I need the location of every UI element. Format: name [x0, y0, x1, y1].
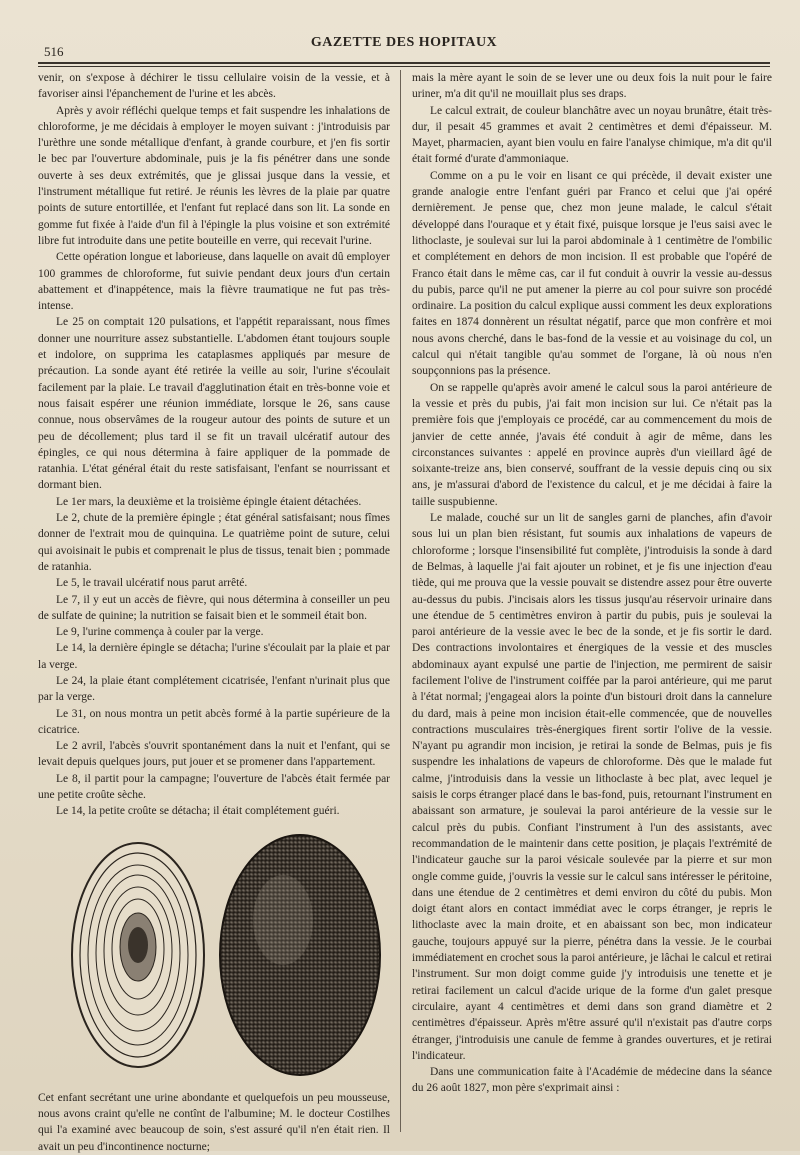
page-number: 516 [44, 44, 64, 59]
paragraph: Le 8, il partit pour la campagne; l'ouverture de l'abcès était fermée par une petite croûte sèche. [38, 772, 390, 802]
paragraph: venir, on s'expose à déchirer le tissu cellulaire voisin de la vessie, et à favoriser ainsi l'épanchement de l'urine et les abcès. [38, 72, 390, 101]
paragraph: Le 24, la plaie étant complétement cicatrisée, l'enfant n'urinait plus que par la verge. [38, 674, 390, 704]
paragraph: On se rappelle qu'après avoir amené le calcul sous la paroi antérieure de la vessie et près du pubis, j'ai fait mon incision sur lui. Ce n'était pas la première fois que j'employais ce procédé, car au commencement du mois de janvier de cette année, j'avais été conduit à agir de même, dans les circonstances suivantes : appelé en province auprès d'un vieillard âgé de soixante-treize ans, bien conservé, souffrant de la vessie depuis cinq ou six ans, je m'assurai d'abord de l'existence du calcul, et je me décidai à faire la taille suspubienne. [412, 381, 772, 508]
calculus-cross-section [72, 843, 204, 1067]
paragraph: Le 25 on comptait 120 pulsations, et l'appétit reparaissant, nous fîmes donner une nourriture assez substantielle. L'abdomen étant toujours souple et indolore, on supprima les cataplasmes appliqués par mesure de précaution. La sonde ayant été retirée la veille au soir, l'urine s'écoulait facilement par la plaie. Le travail d'agglutination était en très-bonne voie et nous faisait espérer une réunion immédiate, lorsque le 26, sans cause connue, nous observâmes de la rougeur autour des points de suture et un peu de décollement; plus tard il se fit un travail ulcératif autour des épingles, ce qui nous détermina à faire appliquer de la pommade de ratanhia. L'état général était du reste satisfaisant, l'enfant se nourrissant et dormant bien. [38, 316, 390, 492]
right-column [412, 70, 772, 1097]
calculus-engraving [38, 825, 390, 1083]
paragraph: Le 31, on nous montra un petit abcès formé à la partie supérieure de la cicatrice. [38, 707, 390, 736]
paragraph: Cet enfant secrétant une urine abondante et quelquefois un peu mousseuse, nous avons craint qu'elle ne contînt de l'albumine; M. le docteur Costilhes qui l'a examiné avec beaucoup de soin, s'est assuré qu'il n'en était rien. Il avait un peu d'incontinence nocturne; [38, 1091, 390, 1153]
calculus-illustration [38, 825, 390, 1083]
paragraph: Le malade, couché sur un lit de sangles garni de planches, afin d'avoir sous lui un plan bien résistant, fut soumis aux inhalations de vapeurs de chloroforme ; lorsque l'insensibilité fut complète, j'introduisis la sonde à dard de Belmas, à laquelle j'ai fait ajouter un robinet, et je fis une injection d'eau tiède, qui me prouva que la vessie pouvait se distendre assez pour être ouverte au-dessus du pubis. J'incisais alors les tissus jusqu'au réservoir urinaire dans une étendue de 5 centimètres environ à partir du pubis, puis je soulevai la paroi antérieure de la vessie avec le bec de la sonde, et je fis sortir le dard. Des contractions involontaires et énergiques de la vessie et des muscles abdominaux ayant expulsé une partie de l'injection, me permirent de saisir facilement l'olive de l'instrument coiffée par la paroi antérieure, qui me parut à l'état normal; j'engageai alors la pointe d'un bistouri droit dans la cannelure du dard, mais à peine mon incision était-elle commencée, que de nouvelles contractions musculaires très-énergiques firent sortir l'olive de la vessie. N'ayant pu agrandir mon incision, je retirai la sonde de Belmas, puis je fis suspendre les inhalations de vapeurs de chloroforme. Dès que le malade fut calme, j'introduisis dans la vessie un lithoclaste à bec plat, avec lequel je saisis le corps étranger placé dans le bas-fond, puis, retournant l'instrument en abaissant son armature, je soulevai la paroi antérieure de la vessie sur le calcul près du pubis. Confiant l'instrument à l'un des assistants, avec recommandation de le maintenir dans cette position, je plaçais l'extrémité de l'indicateur gauche sur la paroi vésicale soulevée par la pierre et sur mon ongle comme guide, j'ouvris la vessie sur le calcul sans intéresser le péritoine, dans une étendue de 2 centimètres et demi environ du côté du pubis. Mon doigt étant alors en contact immédiat avec le corps étranger, je repris le lithoclaste avec la main droite, et en abaissant son bec, mon indicateur gauche, toujours appuyé sur la pierre, pénétra dans la vessie. Je le courbai immédiatement en crochet sous la paroi antérieure, je lâchai le calcul et retirai l'instrument. Sur mon doigt comme guide j'y introduisis une tenette et je retirai facilement un calcul d'acide urique de la forme d'un galet presque circulaire, ayant 4 centimètres et demi dans son grand diamètre et 2 centimètres d'épaisseur. Après m'être assuré qu'il n'existait pas d'autre corps étranger, j'introduisis une canule de femme à grandes ouvertures, et je retirai l'indicateur. [412, 512, 772, 1062]
left-column [38, 70, 390, 1155]
paragraph: Le 14, la petite croûte se détacha; il était complétement guéri. [56, 805, 340, 818]
paragraph: mais la mère ayant le soin de se lever une ou deux fois la nuit pour le faire uriner, m'a dit qu'il ne mouillait plus ses draps. [412, 72, 772, 101]
paragraph: Après y avoir réfléchi quelque temps et fait suspendre les inhalations de chloroforme, je me décidais à employer le moyen suivant : j'introduisis par l'urèthre une sonde métallique d'enfant, à grande courbure, et j'en fis sortir le bec par l'ouverture abdominale, puis je la fis pénétrer dans une sonde ouverte à ses deux extrémités, que je glissai jusque dans la vessie, et l'instrument métallique fut retiré. Je réunis les lèvres de la plaie par quatre points de suture entortillée, et l'enfant fut replacé dans son lit. La sonde en gomme fut fixée à l'aide d'un fil à l'épingle la plus voisine et son extrémité libre fut introduite dans une petite bouteille en verre, qui recevait l'urine. [38, 104, 390, 247]
page-header [38, 30, 770, 64]
paragraph: Le 2 avril, l'abcès s'ouvrit spontanément dans la nuit et l'enfant, qui se levait depuis quelques jours, put jouer et se promener dans l'appartement. [38, 740, 390, 769]
paragraph: Le 5, le travail ulcératif nous parut arrêté. [56, 577, 248, 590]
header-rule [38, 66, 770, 67]
paragraph: Le 7, il y eut un accès de fièvre, qui nous détermina à conseiller un peu de sulfate de quinine; la nutrition se faisait bien et le sommeil était bon. [38, 593, 390, 622]
paragraph: Le 1er mars, la deuxième et la troisième épingle étaient détachées. [56, 495, 362, 508]
paragraph: Cette opération longue et laborieuse, dans laquelle on avait dû employer 100 grammes de chloroforme, fut suivie pendant deux jours d'un certain abattement et d'inappétence, mais la fièvre traumatique ne fut pas très-intense. [38, 251, 390, 313]
column-divider [400, 70, 401, 1132]
calculus-exterior [220, 835, 380, 1075]
paragraph: Dans une communication faite à l'Académie de médecine dans la séance du 26 août 1827, mon père s'exprimait ainsi : [412, 1066, 772, 1095]
paragraph: Le 9, l'urine commença à couler par la verge. [56, 626, 264, 639]
paragraph: Le 14, la dernière épingle se détacha; l'urine s'écoulait par la plaie et par la verge. [38, 642, 390, 671]
paragraph: Le 2, chute de la première épingle ; état général satisfaisant; nous fîmes donner de l'extrait mou de quinquina. Le quatrième point de suture, celui qui avoisinait le pubis et comprenait le plus de tissus, tenait bien ; pommade de ratanhia. [38, 512, 390, 573]
journal-title: GAZETTE DES HOPITAUX [310, 35, 498, 50]
paragraph: Comme on a pu le voir en lisant ce qui précède, il devait exister une grande analogie entre l'enfant guéri par Franco et celui que j'ai opéré dernièrement. Je pense que, chez mon jeune malade, le calcul s'était développé dans l'ouraque et y était fixé, puisque lorsque je l'eus saisi avec le lithoclaste, je soulevai sur lui la paroi abdominale à 1 centimètre de l'ombilic et complétement en dehors de mon incision. Il est probable que l'opéré de Franco était dans le même cas, car il fut conduit à ouvrir la vessie au-dessus du pubis, parce qu'il ne put amener la pierre au col pour suivre son procédé ordinaire. La position du calcul explique aussi comment les deux explorations faites en 1874 donnèrent un résultat négatif, parce que mon confrère et moi nous avons cherché, dans le bas-fond de la vessie et au voisinage du col, un calcul qui n'était tangible qu'au sommet de l'organe, là où nous n'en soupçonnions pas la présence. [412, 169, 772, 378]
paragraph: Le calcul extrait, de couleur blanchâtre avec un noyau brunâtre, était très-dur, il pesait 45 grammes et avait 2 centimètres et demi d'épaisseur. M. Mayet, pharmacien, ayant bien voulu en faire l'analyse chimique, m'a dit qu'il était formé d'urate d'ammoniaque. [412, 104, 772, 166]
